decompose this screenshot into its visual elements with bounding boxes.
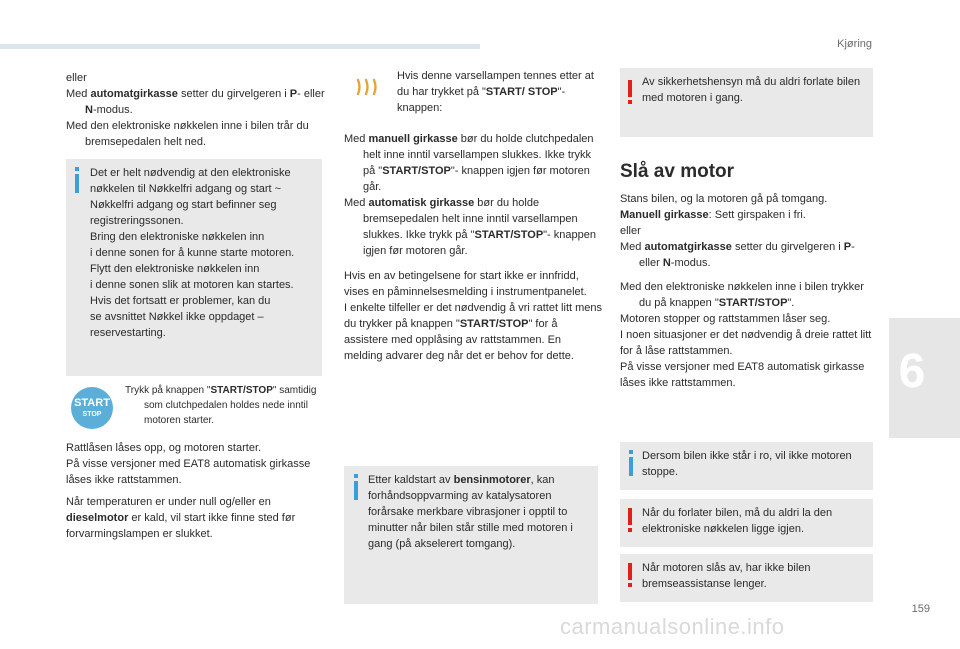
info-box-moving <box>620 442 873 490</box>
info-box-key <box>66 159 322 376</box>
page-number: 159 <box>911 603 930 615</box>
stop-para-2: I noen situasjoner er det nødvendig å dreie rattet litt for å låse rattstammen. <box>620 329 872 357</box>
info-key-text: Det er helt nødvendig at den elektroniske nøkkelen til Nøkkelfri adgang og start ~ Nøkkelfri adgang og start befinner seg registreringssonen. Bring den elektroniske nøkkelen inn i denne sonen for å kunne starte motoren. Flytt den elektroniske nøkkelen inn i denne sonen slik at motoren kan startes. Hvis det fortsatt er problemer, kan du se avsnittet Nøkkel ikke oppdaget – reservestarting. <box>90 167 295 339</box>
col1-lock-para: Rattlåsen låses opp, og motoren starter. På visse versjoner med EAT8 automatisk girkasse låses ikke rattstammen. <box>66 442 311 486</box>
col1-intro <box>66 70 328 150</box>
warning-top-text: Av sikkerhetshensyn må du aldri forlate bilen med motoren i gang. <box>642 76 861 104</box>
col1-cold-para: Når temperaturen er under null og/eller en dieselmotor er kald, vil start ikke finne sted før forvarmingslampen er slukket. <box>66 496 296 540</box>
watermark: carmanualsonline.info <box>560 614 785 639</box>
bullet-auto: Med automatisk girkasse bør du holde bremsepedalen helt inne inntil varsellampen slukkes. Ikke trykk på "START/STOP"- knappen igjen før motoren går. <box>344 197 596 257</box>
section-title: Kjøring <box>837 38 872 50</box>
info-moving-text: Dersom bilen ikke står i ro, vil ikke motoren stoppe. <box>642 450 852 478</box>
warning-icon <box>628 508 632 525</box>
section-heading: Slå av motor <box>620 161 735 182</box>
start-stop-icon: START STOP <box>71 387 113 429</box>
warning-key-text: Når du forlater bilen, må du aldri la den elektroniske nøkkelen ligge igjen. <box>642 507 833 535</box>
or-text: eller <box>66 72 87 84</box>
lamp-text: Hvis denne varsellampen tennes etter at du har trykket på "START/ STOP"-knappen: <box>397 70 594 114</box>
header-bar <box>0 44 480 49</box>
preheat-lamp-icon <box>354 76 384 98</box>
col2-condition-para: Hvis en av betingelsene for start ikke er innfridd, vises en påminnelsesmelding i instrumentpanelet. I enkelte tilfeller er det nødvendig å vri rattet litt mens du trykker på knappen "START/STOP" for å assistere med opplåsing av rattstammen. En melding advarer deg når det er behov for dette. <box>344 270 603 362</box>
info-box-petrol <box>344 466 598 604</box>
or-text: eller <box>620 225 641 237</box>
warning-brake-text: Når motoren slås av, har ikke bilen bremseassistanse lenger. <box>642 562 811 590</box>
stop-para-1: Motoren stopper og rattstammen låser seg. <box>620 313 831 325</box>
info-icon <box>75 174 79 193</box>
col3-steps <box>620 191 878 391</box>
chapter-number: 6 <box>898 345 926 398</box>
bullet-manual: Med manuell girkasse bør du holde clutchpedalen helt inne inntil varsellampen slukkes. Ikke trykk på "START/STOP"- knappen igjen før motoren går. <box>344 133 594 193</box>
warning-icon <box>628 80 632 97</box>
info-petrol-text: Etter kaldstart av bensinmotorer, kan forhåndsoppvarming av katalysatoren forårsake merkbare vibrasjoner i opptil to minutter når bilen står stille med motoren i gang (på akselerert tomgang). <box>368 474 573 550</box>
bullet-stop: Stans bilen, og la motoren gå på tomgang. <box>620 193 828 205</box>
bullet-press-start: Trykk på knappen "START/STOP" samtidig som clutchpedalen holdes nede inntil motoren starter. <box>125 385 317 426</box>
stop-para-3: På visse versjoner med EAT8 automatisk girkasse låses ikke rattstammen. <box>620 361 865 389</box>
chapter-tab <box>889 318 960 438</box>
warning-box-brake <box>620 554 873 602</box>
warning-icon <box>628 563 632 580</box>
bullet-press-stop: Med den elektroniske nøkkelen inne i bilen trykker du på knappen "START/STOP". <box>620 281 864 309</box>
bullet-auto-park: Med automatgirkasse setter du girvelgeren i P- eller N-modus. <box>620 241 855 269</box>
warning-box-key <box>620 499 873 547</box>
col2-bullets <box>344 131 600 259</box>
bullet-manual-neutral: Manuell girkasse: Sett girspaken i fri. <box>620 209 806 221</box>
info-icon <box>629 457 633 476</box>
bullet-automatic: Med automatgirkasse setter du girvelgeren i P- eller N-modus. <box>66 88 325 116</box>
warning-box-top <box>620 68 873 137</box>
bullet-brake: Med den elektroniske nøkkelen inne i bilen trår du bremsepedalen helt ned. <box>66 120 309 148</box>
info-icon <box>354 481 358 500</box>
